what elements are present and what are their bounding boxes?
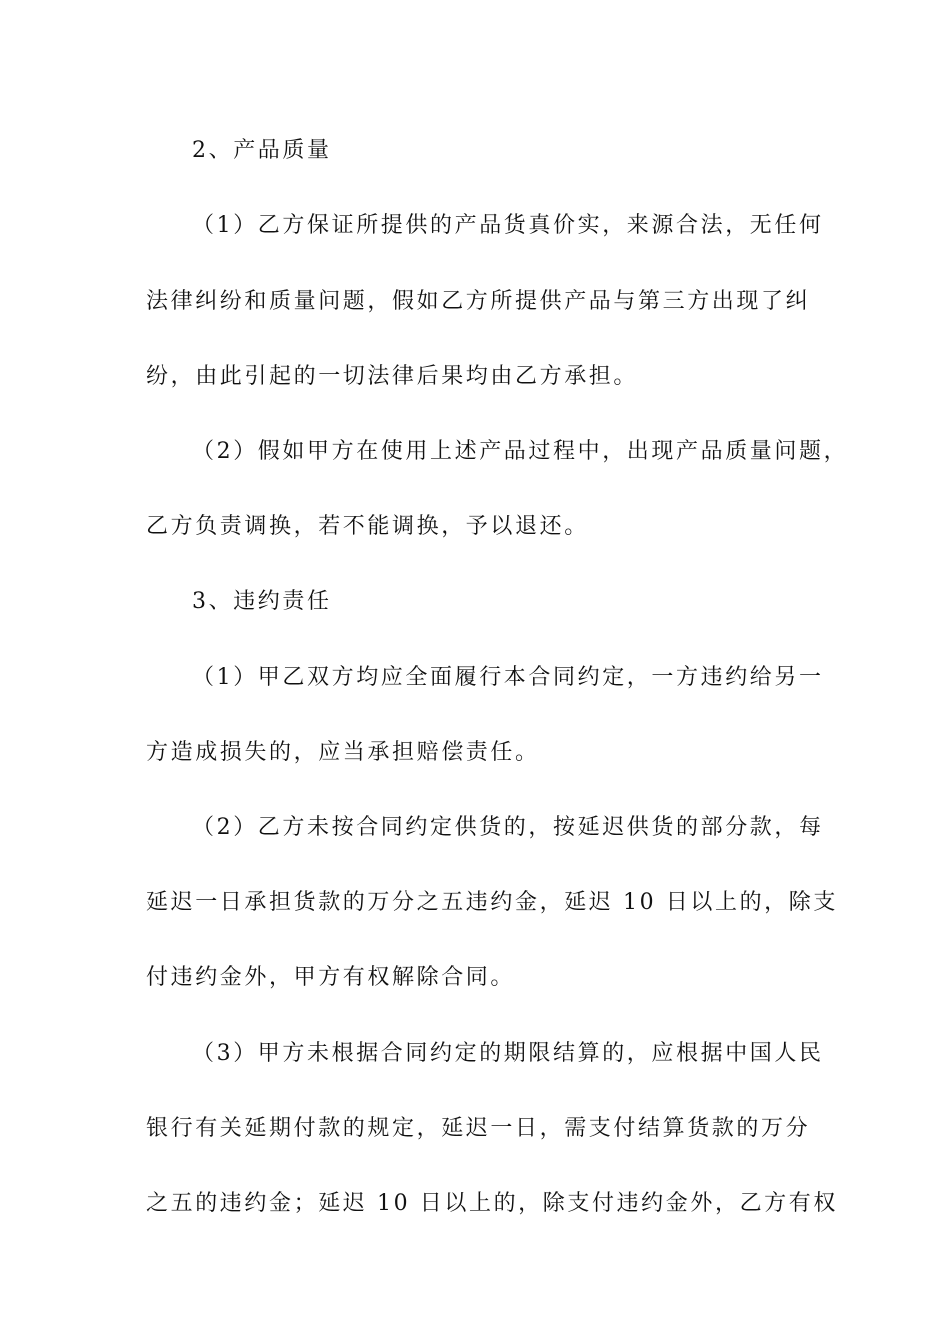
- paragraph-line: 延迟一日承担货款的万分之五违约金，延迟 10 日以上的，除支: [146, 890, 838, 915]
- paragraph-line: 纷，由此引起的一切法律后果均由乙方承担。: [146, 364, 639, 389]
- paragraph-line: （3）甲方未根据合同约定的期限结算的，应根据中国人民: [192, 1041, 824, 1066]
- paragraph-line: 银行有关延期付款的规定，延迟一日，需支付结算货款的万分: [146, 1116, 811, 1141]
- section-heading-breach-liability: 3、违约责任: [192, 589, 332, 614]
- paragraph-line: （2）乙方未按合同约定供货的，按延迟供货的部分款，每: [192, 815, 824, 840]
- paragraph-line: 法律纠纷和质量问题，假如乙方所提供产品与第三方出现了纠: [146, 289, 811, 314]
- paragraph-line: （2）假如甲方在使用上述产品过程中，出现产品质量问题，: [192, 439, 849, 464]
- paragraph-line: 之五的违约金；延迟 10 日以上的，除支付违约金外，乙方有权: [146, 1191, 838, 1216]
- paragraph-line: （1）乙方保证所提供的产品货真价实，来源合法，无任何: [192, 213, 824, 238]
- paragraph-line: （1）甲乙双方均应全面履行本合同约定，一方违约给另一: [192, 665, 824, 690]
- section-heading-product-quality: 2、产品质量: [192, 138, 332, 163]
- paragraph-line: 乙方负责调换，若不能调换，予以退还。: [146, 514, 589, 539]
- paragraph-line: 付违约金外，甲方有权解除合同。: [146, 965, 516, 990]
- paragraph-line: 方造成损失的，应当承担赔偿责任。: [146, 740, 540, 765]
